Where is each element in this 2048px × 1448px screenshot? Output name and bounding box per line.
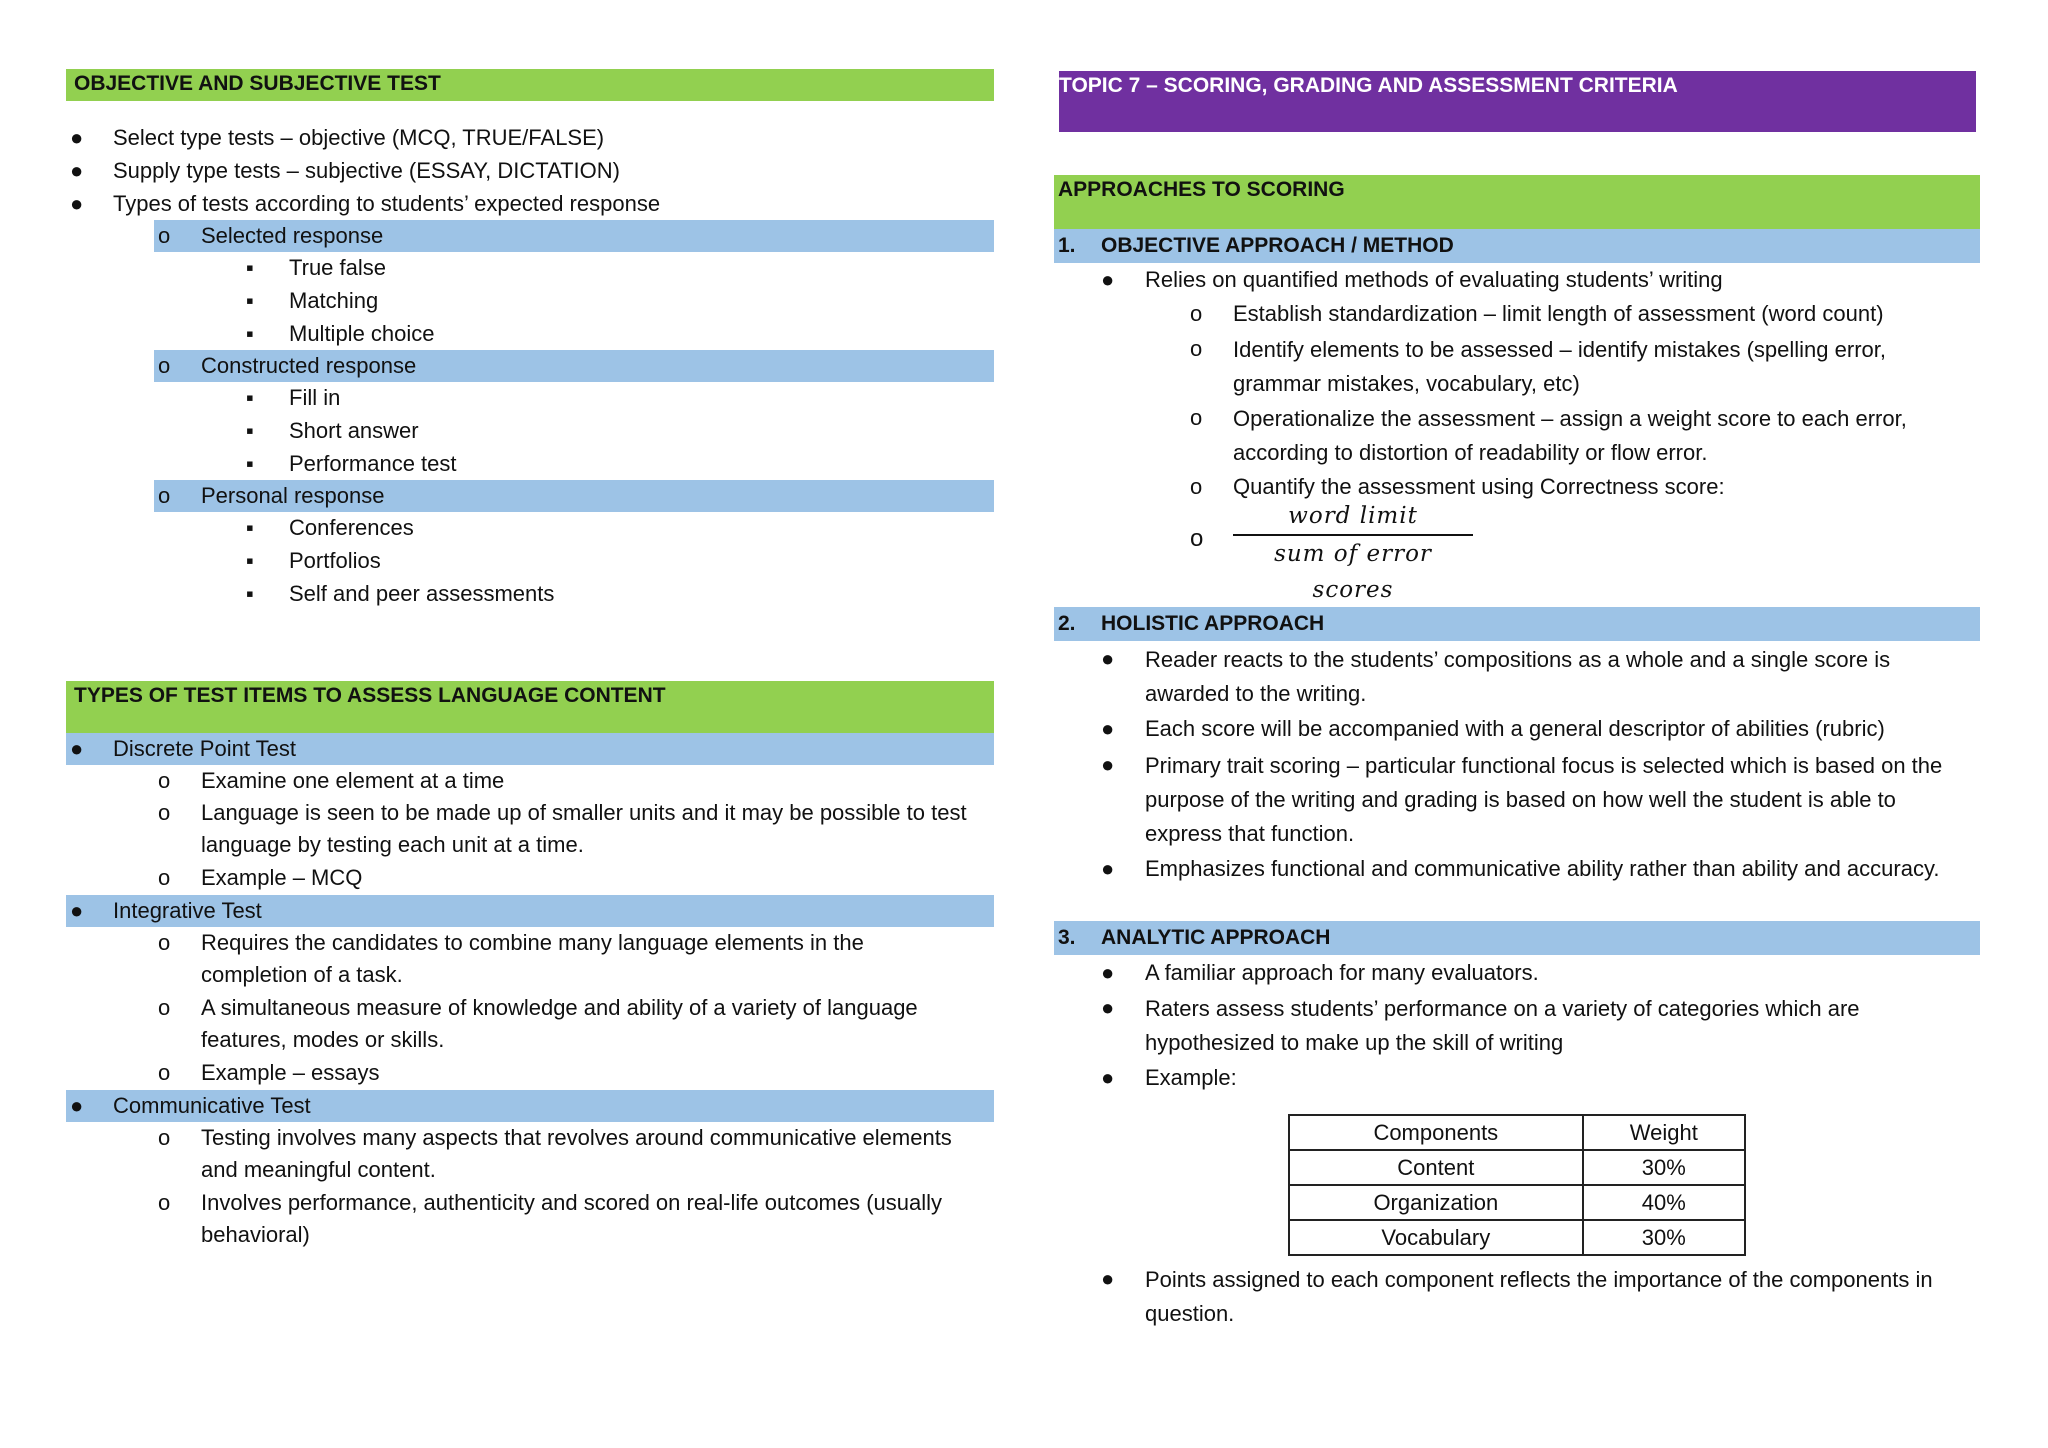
list-item: Relies on quantified methods of evaluating students’ writing (1145, 267, 1723, 292)
list-item: Each score will be accompanied with a general descriptor of abilities (rubric) (1145, 716, 1885, 741)
list-item: Select type tests – objective (MCQ, TRUE/FALSE) (113, 125, 605, 150)
list-item: Supply type tests – subjective (ESSAY, DICTATION) (113, 158, 620, 183)
test-label: Discrete Point Test (113, 736, 297, 761)
bullet-icon: ● (70, 158, 84, 183)
table-row (1289, 1185, 1745, 1220)
circle-bullet-icon: o (1190, 474, 1203, 499)
table-cell: 30% (1583, 1150, 1745, 1185)
list-item: Reader reacts to the students’ compositions as a whole and a single score is awarded to the writing. (1145, 647, 1891, 706)
circle-bullet-icon: o (158, 865, 171, 890)
formula-numerator: word limit (1233, 500, 1473, 536)
circle-bullet-icon: o (158, 353, 171, 378)
bullet-icon: ● (70, 125, 84, 150)
list-item: Establish standardization – limit length of assessment (word count) (1233, 301, 1884, 326)
circle-bullet-icon: o (1190, 301, 1203, 326)
bullet-icon: ● (1101, 960, 1115, 985)
circle-bullet-icon: o (158, 483, 171, 508)
group-label: Personal response (201, 483, 385, 508)
approach-number: 2. (1058, 612, 1076, 635)
approaches-heading (1054, 175, 1980, 229)
bullet-icon: ● (1101, 716, 1115, 741)
list-item: Example – MCQ (201, 865, 363, 890)
approach-number: 3. (1058, 926, 1076, 949)
square-bullet-icon: ▪ (246, 288, 254, 313)
bullet-icon: ● (70, 191, 84, 216)
table-row (1289, 1150, 1745, 1185)
square-bullet-icon: ▪ (246, 581, 254, 606)
bullet-icon: ● (70, 1093, 84, 1118)
table-row (1289, 1220, 1745, 1255)
bullet-icon: ● (1101, 856, 1115, 881)
list-item: True false (289, 255, 387, 280)
list-item: Testing involves many aspects that revolves around communicative elements and meaningful content. (201, 1125, 952, 1182)
square-bullet-icon: ▪ (246, 321, 254, 346)
group-label: Constructed response (201, 353, 417, 378)
list-item: Primary trait scoring – particular functional focus is selected which is based on the purpose of the writing and grading is based on how well the student is able to express that function. (1145, 753, 1943, 846)
list-item: Language is seen to be made up of smaller units and it may be possible to test language by testing each unit at a time. (201, 800, 967, 857)
square-bullet-icon: ▪ (246, 451, 254, 476)
topic-banner (1059, 71, 1976, 132)
list-item: Performance test (289, 451, 457, 476)
bullet-icon: ● (1101, 995, 1115, 1020)
circle-bullet-icon: o (158, 1060, 171, 1085)
circle-bullet-icon: o (158, 223, 171, 248)
table-header-cell: Weight (1583, 1115, 1745, 1150)
list-item: Points assigned to each component reflects the importance of the components in question. (1145, 1267, 1933, 1326)
list-item: Identify elements to be assessed – identify mistakes (spelling error, grammar mistakes, vocabulary, etc) (1233, 337, 1886, 396)
circle-bullet-icon: o (158, 1190, 171, 1215)
list-item: Example: (1145, 1065, 1237, 1090)
table-header-row (1289, 1115, 1745, 1150)
table-cell: Vocabulary (1289, 1220, 1583, 1255)
approach-title: ANALYTIC APPROACH (1101, 926, 1331, 949)
table-cell: Organization (1289, 1185, 1583, 1220)
square-bullet-icon: ▪ (246, 548, 254, 573)
list-item: Matching (289, 288, 379, 313)
weights-table (1288, 1114, 1746, 1256)
bullet-icon: ● (1101, 646, 1115, 671)
table-cell: Content (1289, 1150, 1583, 1185)
list-item: Conferences (289, 515, 414, 540)
square-bullet-icon: ▪ (246, 515, 254, 540)
circle-bullet-icon: o (158, 768, 171, 793)
bullet-icon: ● (1101, 752, 1115, 777)
circle-bullet-icon: o (1190, 336, 1203, 361)
section-title: TYPES OF TEST ITEMS TO ASSESS LANGUAGE CONTENT (74, 684, 666, 707)
bullet-icon: ● (1101, 1266, 1115, 1291)
circle-bullet-icon: o (1190, 405, 1203, 430)
list-item: Examine one element at a time (201, 768, 505, 793)
section-heading-objective-subjective (66, 69, 994, 101)
square-bullet-icon: ▪ (246, 418, 254, 443)
square-bullet-icon: ▪ (246, 385, 254, 410)
bullet-icon: ● (1101, 1065, 1115, 1090)
formula-denominator: sum of error scores (1274, 541, 1432, 603)
list-item: Multiple choice (289, 321, 435, 346)
table-cell: 30% (1583, 1220, 1745, 1255)
approach-title: OBJECTIVE APPROACH / METHOD (1101, 234, 1454, 257)
topic-title: TOPIC 7 – SCORING, GRADING AND ASSESSMENT CRITERIA (1059, 74, 1678, 97)
list-item: Portfolios (289, 548, 381, 573)
correctness-formula (1233, 500, 1473, 608)
list-item: Requires the candidates to combine many language elements in the completion of a task. (201, 930, 864, 987)
approach-title: HOLISTIC APPROACH (1101, 612, 1325, 635)
approach-number: 1. (1058, 234, 1076, 257)
list-item: Raters assess students’ performance on a variety of categories which are hypothesized to make up the skill of writing (1145, 996, 1860, 1055)
bullet-icon: ● (70, 736, 84, 761)
circle-bullet-icon: o (158, 1125, 171, 1150)
test-label: Communicative Test (113, 1093, 311, 1118)
table-cell: 40% (1583, 1185, 1745, 1220)
circle-bullet-icon: o (158, 930, 171, 955)
circle-bullet-icon: o (158, 995, 171, 1020)
bullet-icon: ● (70, 898, 84, 923)
bullet-icon: ● (1101, 267, 1115, 292)
list-item: Self and peer assessments (289, 581, 555, 606)
list-item: Example – essays (201, 1060, 380, 1085)
table-header-cell: Components (1289, 1115, 1583, 1150)
list-item: Types of tests according to students’ expected response (113, 191, 661, 216)
group-label: Selected response (201, 223, 384, 248)
list-item: Fill in (289, 385, 341, 410)
list-item: Operationalize the assessment – assign a weight score to each error, according to distortion of readability or flow error. (1233, 406, 1907, 465)
section-title: APPROACHES TO SCORING (1058, 178, 1345, 201)
list-item: Involves performance, authenticity and scored on real-life outcomes (usually behavioral) (201, 1190, 943, 1247)
circle-bullet-icon: o (158, 800, 171, 825)
list-item: A familiar approach for many evaluators. (1145, 960, 1539, 985)
square-bullet-icon: ▪ (246, 255, 254, 280)
list-item: Quantify the assessment using Correctness score: (1233, 474, 1725, 499)
test-label: Integrative Test (113, 898, 262, 923)
section-title: OBJECTIVE AND SUBJECTIVE TEST (74, 72, 441, 95)
section-heading-test-items (66, 681, 994, 733)
list-item: A simultaneous measure of knowledge and ability of a variety of language features, modes or skills. (201, 995, 918, 1052)
list-item: Emphasizes functional and communicative ability rather than ability and accuracy. (1145, 856, 1940, 881)
list-item: Short answer (289, 418, 419, 443)
circle-bullet-icon: o (1190, 525, 1204, 552)
